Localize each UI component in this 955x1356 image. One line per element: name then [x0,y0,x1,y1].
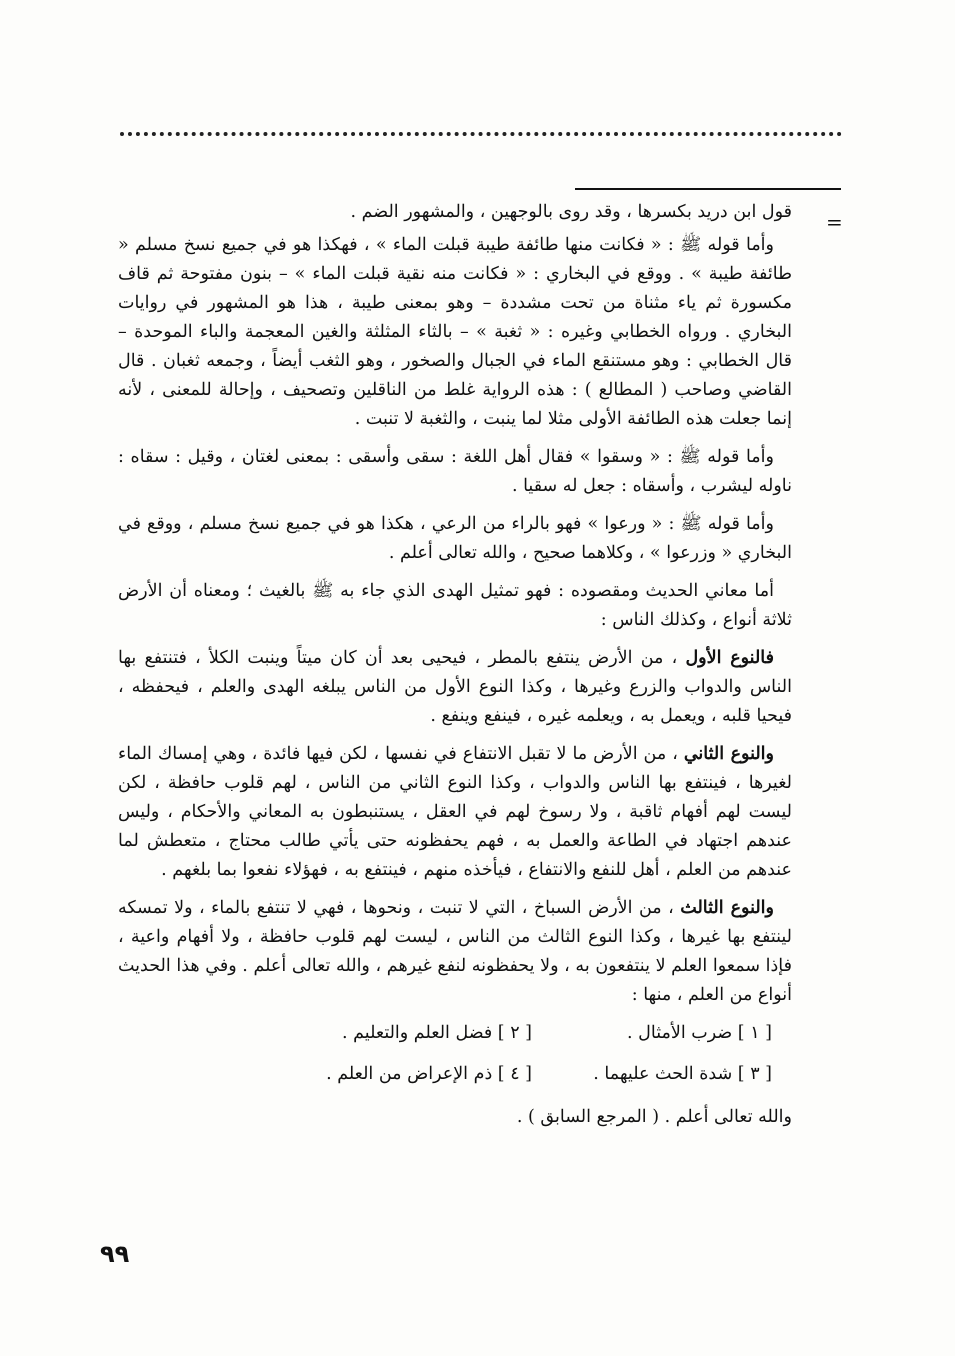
type-3-text: ، من الأرض السباخ ، التي لا تنبت ، ونحوها ، فهي لا تنتفع بالماء ، ولا تمسكه لينتفع بها غيرها ، وكذا النوع الثالث من الناس ، ليست لهم قلوب حافظة ، ولا أفهام واعية ، فإذا سمعوا العلم لا ينتفعون به ، ولا يحفظونه لنفع غيرهم ، والله تعالى أعلم . وفي هذا الحديث أنواع من العلم ، منها : [118,898,792,1005]
paragraph-type-1 [118,644,792,731]
list-item: [ ٣ ] شدة الحث عليهما . [593,1064,772,1084]
paragraph-meanings: أما معاني الحديث ومقصوده : فهو تمثيل الهدى الذي جاء به ﷺ بالغيث ؛ ومعناه أن الأرض ثلاثة أنواع ، وكذلك الناس : [118,581,792,630]
dotted-separator [120,132,842,136]
footnote-rule [575,188,841,190]
paragraph-taifa: وأما قوله ﷺ : « فكانت منها طائفة طيبة قبلت الماء » ، فهكذا هو في جميع نسخ مسلم « طائفة طيبة » . ووقع في البخاري : « فكانت منه نقية قبلت الماء » – بنون مفتوحة ثم قاف مكسورة ثم ياء مثناة من تحت مشددة – وهو بمعنى طيبة ، هذا هو المشهور في روايات البخاري . ورواه الخطابي وغيره : « ثغبة » – بالثاء المثلثة والغين المعجمة والباء الموحدة – قال الخطابي : وهو مستنقع الماء في الجبال والصخور ، وهو الثغب أيضاً ، وجمعه ثغبان . قال القاضي وصاحب ( المطالع ) : هذه الرواية غلط من الناقلين وتصحيف ، وإحالة للمعنى ، لأنه إنما جعلت هذه الطائفة الأولى مثلا لما ينبت ، والثغبة لا تنبت . [118,235,792,429]
closing-line: والله تعالى أعلم . ( المرجع السابق ) . [516,1107,792,1127]
paragraph-saqaw: وأما قوله ﷺ : « وسقوا » فقال أهل اللغة : سقى وأسقى : بمعنى لغتان ، وقيل : سقاه : ناوله ليشرب ، وأسقاه : جعل له سقيا . [118,447,792,496]
list-item: [ ٤ ] ذم الإعراض من العلم . [326,1064,532,1084]
paragraph-type-3 [118,894,792,1010]
type-2-text: ، من الأرض ما لا تقبل الانتفاع في نفسها ، لكن فيها فائدة ، وهي إمساك الماء لغيرها ، فينتفع بها الناس والدواب ، وكذا النوع الثاني من الناس ، لهم قلوب حافظة ، لكن ليست لهم أفهام ثاقبة ، ولا رسوخ لهم في العقل ، يستنبطون به المعاني والأحكام ، وليس عندهم اجتهاد في الطاعة والعمل به ، فهم يحفظونه حتى يأتي طالب محتاج ، متعطش لما عندهم من العلم ، أهل للنفع والانتفاع ، فيأخذه منهم ، فينتفع به ، فهؤلاء نفعوا بما بلغهم . [118,744,792,880]
benefits-list [292,1019,772,1089]
type-2-heading: والنوع الثاني [683,744,774,764]
footnote-body [118,198,792,1136]
continuation-mark: = [826,210,843,234]
list-item: [ ١ ] ضرب الأمثال . [627,1023,772,1043]
paragraph-continuation: قول ابن دريد بكسرها ، وقد روى بالوجهين ، والمشهور الضم . [350,202,792,222]
type-1-heading: فالنوع الأول [685,648,774,668]
paragraph-type-2 [118,740,792,885]
page-number: ٩٩ [100,1240,130,1268]
type-3-heading: والنوع الثالث [680,898,774,918]
type-1-text: ، من الأرض ينتفع بالمطر ، فيحيى بعد أن كان ميتاً وينبت الكلأ ، فتنتفع بها الناس والدواب والزرع وغيرها ، وكذا النوع الأول من الناس يبلغه الهدى والعلم ، فيحفظه ، فيحيا قلبه ، ويعمل به ، ويعلمه غيره ، فينفع وينفع . [118,648,792,726]
paragraph-raaw: وأما قوله ﷺ : « ورعوا » فهو بالراء من الرعي ، هكذا هو في جميع نسخ مسلم ، ووقع في البخاري « وزرعوا » ، وكلاهما صحيح ، والله تعالى أعلم . [118,514,792,563]
list-item: [ ٢ ] فضل العلم والتعليم . [342,1023,532,1043]
